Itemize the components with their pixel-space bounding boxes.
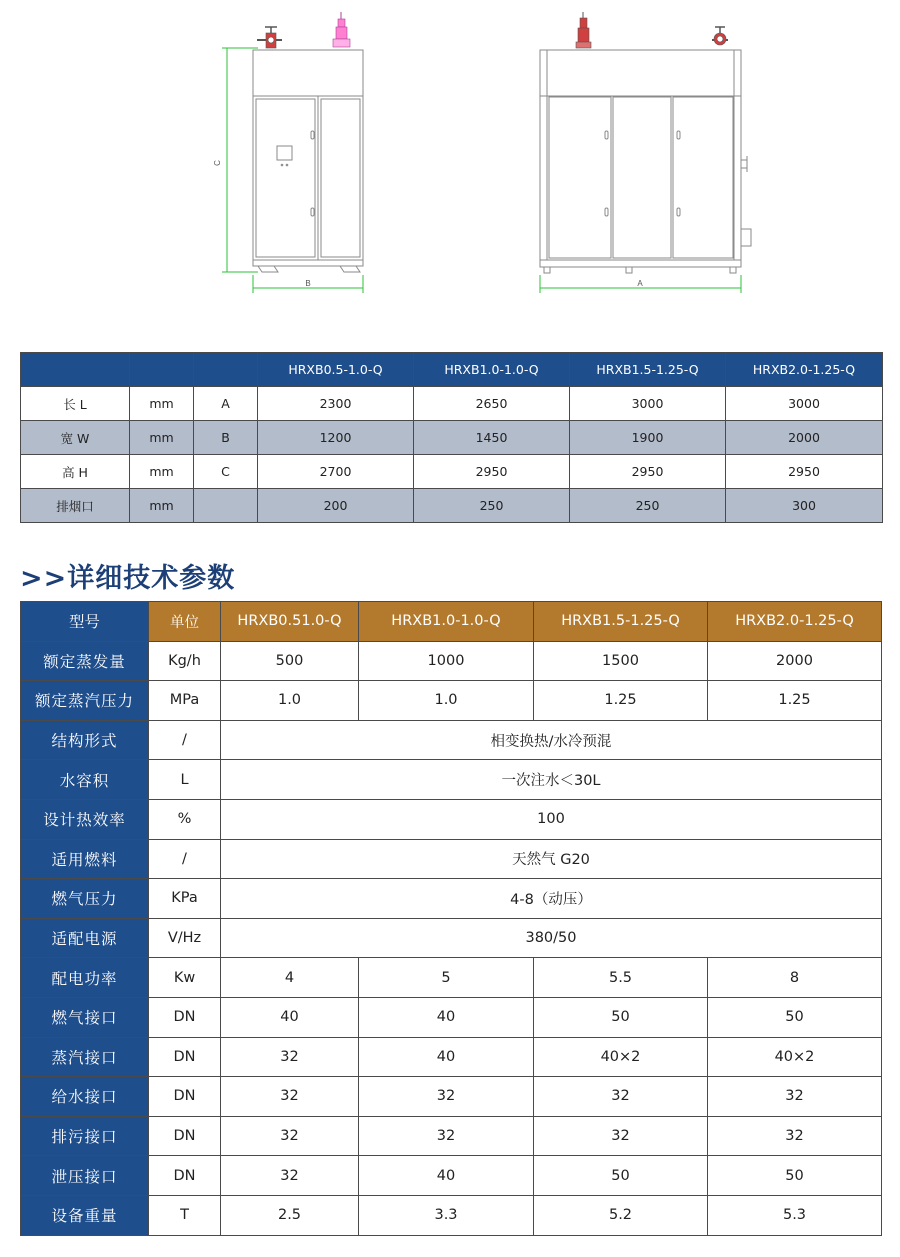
merged-value-cell: 100 — [221, 799, 882, 839]
value-cell: 1.0 — [359, 681, 534, 721]
value-cell: 250 — [414, 489, 570, 523]
value-cell: 1900 — [570, 421, 726, 455]
unit-cell: DN — [149, 1156, 221, 1196]
unit-cell: L — [149, 760, 221, 800]
front-valve-icon — [576, 12, 591, 48]
value-cell: 50 — [708, 997, 882, 1037]
model-header: HRXB2.0-1.25-Q — [726, 353, 883, 387]
table-row — [21, 641, 882, 681]
value-cell: 2950 — [414, 455, 570, 489]
value-cell: 5.2 — [534, 1195, 708, 1235]
value-cell: 1.25 — [534, 681, 708, 721]
unit-cell: mm — [130, 421, 194, 455]
value-cell: 32 — [221, 1156, 359, 1196]
value-cell: 1000 — [359, 641, 534, 681]
row-label: 宽 W — [21, 421, 130, 455]
merged-value-cell: 一次注水＜30L — [221, 760, 882, 800]
row-label: 额定蒸汽压力 — [21, 681, 149, 721]
unit-cell: T — [149, 1195, 221, 1235]
merged-value-cell: 天然气 G20 — [221, 839, 882, 879]
value-cell: 500 — [221, 641, 359, 681]
row-label: 燃气接口 — [21, 997, 149, 1037]
value-cell: 3000 — [570, 387, 726, 421]
value-cell: 2.5 — [221, 1195, 359, 1235]
model-header: HRXB1.0-1.0-Q — [359, 602, 534, 642]
unit-cell: V/Hz — [149, 918, 221, 958]
table-row — [21, 1077, 882, 1117]
value-cell: 40×2 — [708, 1037, 882, 1077]
row-label: 水容积 — [21, 760, 149, 800]
merged-value-cell: 4-8（动压） — [221, 879, 882, 919]
header-blank-cell — [130, 353, 194, 387]
value-cell: 2300 — [258, 387, 414, 421]
value-cell: 32 — [708, 1077, 882, 1117]
row-label: 配电功率 — [21, 958, 149, 998]
row-label: 额定蒸发量 — [21, 641, 149, 681]
unit-cell: mm — [130, 387, 194, 421]
unit-cell: DN — [149, 997, 221, 1037]
table-row — [21, 918, 882, 958]
unit-cell: / — [149, 839, 221, 879]
value-cell: 40 — [359, 1156, 534, 1196]
unit-cell: DN — [149, 1037, 221, 1077]
table-row — [21, 421, 883, 455]
value-cell: 4 — [221, 958, 359, 998]
value-cell: 1.0 — [221, 681, 359, 721]
model-header: HRXB1.0-1.0-Q — [414, 353, 570, 387]
header-blank-cell — [21, 353, 130, 387]
row-label: 长 L — [21, 387, 130, 421]
unit-cell: KPa — [149, 879, 221, 919]
table-row — [21, 1116, 882, 1156]
dimension-label-c: C — [213, 160, 222, 166]
boiler-drawings — [0, 0, 900, 310]
model-header: HRXB0.5-1.0-Q — [258, 353, 414, 387]
value-cell: 250 — [570, 489, 726, 523]
value-cell: 1500 — [534, 641, 708, 681]
table-row — [21, 997, 882, 1037]
table-row — [21, 799, 882, 839]
code-cell: A — [194, 387, 258, 421]
unit-cell: % — [149, 799, 221, 839]
value-cell: 5.5 — [534, 958, 708, 998]
value-cell: 40 — [359, 997, 534, 1037]
value-cell: 300 — [726, 489, 883, 523]
table-row — [21, 455, 883, 489]
value-cell: 3000 — [726, 387, 883, 421]
row-label: 蒸汽接口 — [21, 1037, 149, 1077]
value-cell: 3.3 — [359, 1195, 534, 1235]
table-row — [21, 1156, 882, 1196]
table-row — [21, 1195, 882, 1235]
header-blank-cell — [194, 353, 258, 387]
safety-valve-icon — [333, 12, 350, 47]
value-cell: 2000 — [726, 421, 883, 455]
row-label: 结构形式 — [21, 720, 149, 760]
row-label: 排烟口 — [21, 489, 130, 523]
value-cell: 32 — [708, 1116, 882, 1156]
value-cell: 2000 — [708, 641, 882, 681]
table-row — [21, 387, 883, 421]
value-cell: 32 — [534, 1077, 708, 1117]
side-dimension-lines — [222, 48, 363, 293]
model-header: HRXB1.5-1.25-Q — [534, 602, 708, 642]
value-cell: 32 — [221, 1116, 359, 1156]
value-cell: 32 — [221, 1037, 359, 1077]
value-cell: 200 — [258, 489, 414, 523]
value-cell: 32 — [359, 1077, 534, 1117]
table-row — [21, 1037, 882, 1077]
value-cell: 50 — [534, 1156, 708, 1196]
code-cell: C — [194, 455, 258, 489]
dimension-label-a: A — [637, 279, 643, 288]
unit-cell: mm — [130, 489, 194, 523]
unit-cell: mm — [130, 455, 194, 489]
section-heading: >>详细技术参数 — [20, 563, 236, 594]
row-label: 设备重量 — [21, 1195, 149, 1235]
value-cell: 40 — [221, 997, 359, 1037]
value-cell: 2950 — [570, 455, 726, 489]
row-label: 适配电源 — [21, 918, 149, 958]
value-cell: 5 — [359, 958, 534, 998]
parameters-table — [20, 601, 882, 1236]
value-cell: 50 — [534, 997, 708, 1037]
unit-label-header: 单位 — [149, 602, 221, 642]
value-cell: 5.3 — [708, 1195, 882, 1235]
model-header: HRXB2.0-1.25-Q — [708, 602, 882, 642]
table-row — [21, 489, 883, 523]
dimension-label-b: B — [305, 279, 311, 288]
value-cell: 2950 — [726, 455, 883, 489]
unit-cell: Kg/h — [149, 641, 221, 681]
front-gauge-icon — [712, 27, 728, 45]
dimensions-table — [20, 352, 883, 523]
row-label: 排污接口 — [21, 1116, 149, 1156]
model-header: HRXB1.5-1.25-Q — [570, 353, 726, 387]
row-label: 高 H — [21, 455, 130, 489]
value-cell: 2650 — [414, 387, 570, 421]
table-row — [21, 879, 882, 919]
value-cell: 50 — [708, 1156, 882, 1196]
merged-value-cell: 相变换热/水冷预混 — [221, 720, 882, 760]
value-cell: 8 — [708, 958, 882, 998]
code-cell: B — [194, 421, 258, 455]
table-row — [21, 839, 882, 879]
row-label: 燃气压力 — [21, 879, 149, 919]
unit-cell: MPa — [149, 681, 221, 721]
table-row — [21, 720, 882, 760]
unit-cell: DN — [149, 1116, 221, 1156]
value-cell: 40 — [359, 1037, 534, 1077]
value-cell: 1.25 — [708, 681, 882, 721]
value-cell: 32 — [534, 1116, 708, 1156]
value-cell: 2700 — [258, 455, 414, 489]
unit-cell: / — [149, 720, 221, 760]
value-cell: 40×2 — [534, 1037, 708, 1077]
row-label: 设计热效率 — [21, 799, 149, 839]
unit-cell: Kw — [149, 958, 221, 998]
table-row — [21, 681, 882, 721]
value-cell: 32 — [221, 1077, 359, 1117]
value-cell: 1200 — [258, 421, 414, 455]
table-row — [21, 760, 882, 800]
merged-value-cell: 380/50 — [221, 918, 882, 958]
side-view-drawing — [253, 50, 363, 272]
parameters-header-row — [21, 602, 882, 642]
pressure-valve-icon — [257, 27, 282, 48]
row-label: 适用燃料 — [21, 839, 149, 879]
table-row — [21, 958, 882, 998]
model-header: HRXB0.51.0-Q — [221, 602, 359, 642]
dimensions-header-row — [21, 353, 883, 387]
code-cell — [194, 489, 258, 523]
row-label: 泄压接口 — [21, 1156, 149, 1196]
row-label: 给水接口 — [21, 1077, 149, 1117]
model-label-header: 型号 — [21, 602, 149, 642]
value-cell: 1450 — [414, 421, 570, 455]
front-view-drawing — [540, 50, 751, 273]
unit-cell: DN — [149, 1077, 221, 1117]
value-cell: 32 — [359, 1116, 534, 1156]
